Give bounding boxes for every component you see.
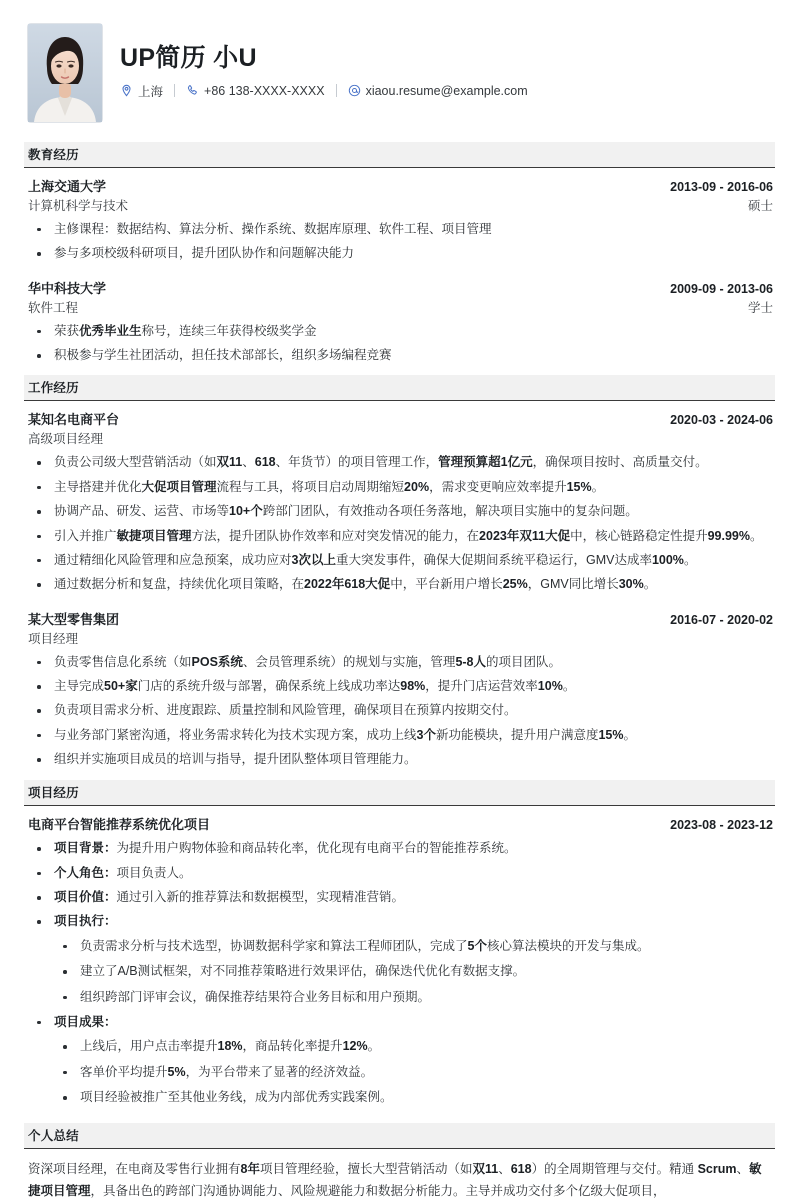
list-item: 与业务部门紧密沟通，将业务需求转化为技术实现方案，成功上线3个新功能模块，提升用户满意度15%。 [28,726,773,745]
group-label: 项目执行： [54,914,117,929]
section-work [24,375,775,773]
org-name: 某大型零售集团 [28,611,120,627]
resume-header [24,20,775,136]
summary-text: 资深项目经理，在电商及零售行业拥有8年项目管理经验，擅长大型营销活动（如双11、618）的全周期管理与交付。精通 Scrum、敏捷项目管理，具备出色的跨部门沟通协调能力、风险规避能力和数据分析能力。主导并成功交付多个亿级大促项目， [28,1162,762,1199]
list-item: 负责零售信息化系统（如POS系统、会员管理系统）的规划与实施，管理5-8人的项目团队。 [28,653,773,672]
entry-role: 高级项目经理 [28,432,104,447]
entry-sub-row [28,197,773,215]
contact-location [120,82,163,100]
entry-role: 计算机科学与技术 [28,198,129,213]
section-header-projects [24,780,775,806]
phone-icon [186,84,199,97]
org-name: 某知名电商平台 [28,412,120,428]
entry-title-row [28,178,773,197]
section-summary [24,1123,775,1203]
email-value: xiaou.resume@example.com [365,83,528,98]
entry-degree: 学士 [747,300,773,315]
list-item: 建立了A/B测试框架，对不同推荐策略进行效果评估，确保迭代优化有数据支撑。 [54,962,773,981]
entry-date: 2020-03 - 2024-06 [670,413,773,428]
sub-bullets [54,1037,773,1107]
contact-phone [186,84,325,98]
phone-value: +86 138-XXXX-XXXX [204,83,325,98]
contact-divider [174,84,175,97]
list-item: 主导完成50+家门店的系统升级与部署，确保系统上线成功率达98%，提升门店运营效率10%。 [28,677,773,696]
contact-list [120,82,528,100]
list-item: 负责项目需求分析、进度跟踪、质量控制和风险管理，确保项目在预算内按期交付。 [28,701,773,720]
section-projects [24,780,775,1118]
entry-bullets [28,653,773,770]
section-header-education [24,142,775,168]
entry-title-row [28,816,773,835]
entry-title-row [28,611,773,630]
entry-degree: 硕士 [747,198,773,213]
location-value: 上海 [138,84,164,99]
education-entry [24,278,775,370]
entry-sub-row [28,299,773,317]
section-title: 个人总结 [28,1129,79,1144]
header-text-block [120,43,528,104]
entry-sub-row [28,430,773,448]
org-name: 上海交通大学 [28,179,107,194]
list-item: 引入并推广敏捷项目管理方法，提升团队协作效率和应对突发情况的能力，在2023年双11大促中，核心链路稳定性提升99.99%。 [28,527,773,546]
list-item: 通过数据分析和复盘，持续优化项目策略，在2022年618大促中，平台新用户增长25%，GMV同比增长30%。 [28,575,773,594]
section-education [24,142,775,369]
contact-email [348,84,528,98]
profile-photo [28,24,102,122]
list-item: 主修课程：数据结构、算法分析、操作系统、数据库原理、软件工程、项目管理 [28,220,773,239]
project-entry [24,814,775,1118]
list-item: 荣获优秀毕业生称号，连续三年获得校级奖学金 [28,322,773,341]
entry-date: 2009-09 - 2013-06 [670,281,773,296]
email-icon [348,84,361,97]
contact-divider [336,84,337,97]
project-name: 电商平台智能推荐系统优化项目 [28,816,211,832]
entry-bullets [28,453,773,594]
entry-date: 2013-09 - 2016-06 [670,180,773,194]
entry-bullets [28,322,773,366]
list-item: 项目经验被推广至其他业务线，成为内部优秀实践案例。 [54,1088,773,1107]
list-item: 组织跨部门评审会议，确保推荐结果符合业务目标和用户预期。 [54,988,773,1007]
section-header-work [24,375,775,401]
education-entry [24,176,775,268]
list-item: 项目背景：为提升用户购物体验和商品转化率，优化现有电商平台的智能推荐系统。 [28,839,773,858]
entry-date: 2023-08 - 2023-12 [670,817,773,832]
list-item-group [28,1013,773,1108]
list-item: 参与多项校级科研项目，提升团队协作和问题解决能力 [28,244,773,263]
location-icon [120,84,133,97]
work-entry [24,409,775,598]
group-label: 项目成果： [54,1014,117,1029]
list-item: 负责公司级大型营销活动（如双11、618、年货节）的项目管理工作，管理预算超1亿元，确保项目按时、高质量交付。 [28,453,773,472]
list-item: 组织并实施项目成员的培训与指导，提升团队整体项目管理能力。 [28,750,773,769]
list-item: 通过精细化风险管理和应急预案，成功应对3次以上重大突发事件，确保大促期间系统平稳运行，GMV达成率100%。 [28,551,773,570]
entry-role: 项目经理 [28,631,79,646]
org-name: 华中科技大学 [28,280,107,296]
sub-bullets [54,937,773,1007]
entry-date: 2016-07 - 2020-02 [670,612,773,627]
entry-role: 软件工程 [28,300,79,315]
entry-sub-row [28,630,773,648]
section-title: 工作经历 [28,381,79,396]
section-header-summary [24,1123,775,1149]
list-item: 上线后，用户点击率提升18%，商品转化率提升12%。 [54,1037,773,1056]
entry-title-row [28,411,773,430]
list-item: 个人角色：项目负责人。 [28,864,773,883]
list-item-group [28,912,773,1007]
list-item: 客单价平均提升5%，为平台带来了显著的经济效益。 [54,1063,773,1082]
list-item: 积极参与学生社团活动，担任技术部部长，组织多场编程竞赛 [28,346,773,365]
list-item: 主导搭建并优化大促项目管理流程与工具，将项目启动周期缩短20%，需求变更响应效率提升15%。 [28,478,773,497]
work-entry [24,609,775,774]
entry-bullets [28,839,773,1107]
section-title: 教育经历 [28,148,79,162]
page-title: UP简历 小U [120,43,257,72]
section-title: 项目经历 [28,785,79,800]
entry-title-row [28,280,773,299]
list-item: 负责需求分析与技术选型，协调数据科学家和算法工程师团队，完成了5个核心算法模块的开发与集成。 [54,937,773,956]
list-item: 项目价值：通过引入新的推荐算法和数据模型，实现精准营销。 [28,888,773,907]
list-item: 协调产品、研发、运营、市场等10+个跨部门团队，有效推动各项任务落地，解决项目实施中的复杂问题。 [28,502,773,521]
entry-bullets [28,220,773,264]
